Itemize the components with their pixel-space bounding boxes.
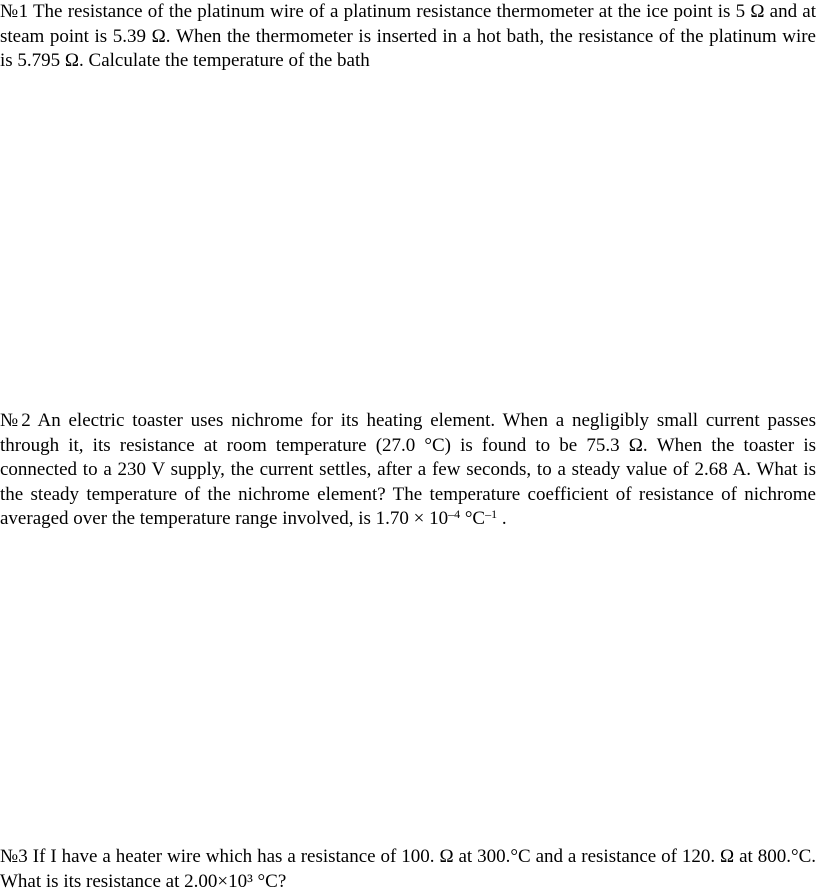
problem-2-number: №2 <box>0 410 31 431</box>
problem-2-unit: °C <box>460 508 486 530</box>
problem-3-number: №3 <box>0 846 28 867</box>
problem-1 <box>0 0 816 74</box>
problem-3 <box>0 845 816 894</box>
problem-2-text: An electric toaster uses nichrome for its heating element. When a negligibly small current passes through it, its resistance at room temperature (27.0 °C) is found to be 75.3 Ω. When the toaster is connected to a 230 V supply, the current settles, after a few seconds, to a steady value of 2.68 A. What is the steady temperature of the nichrome element? The temperature coefficient of resistance of nichrome averaged over the temperature range involved, is 1.70 × 10 <box>0 410 816 530</box>
problem-2-unit-exponent: –1 <box>485 507 498 522</box>
problem-1-number: №1 <box>0 1 29 22</box>
problem-2-exponent: –4 <box>448 507 461 522</box>
problem-2-end: . <box>497 508 507 530</box>
problem-2 <box>0 409 816 532</box>
problem-3-text: If I have a heater wire which has a resistance of 100. Ω at 300.°C and a resistance of 120. Ω at 800.°C. What is its resistance at 2.00×10³ °C? <box>0 846 816 892</box>
problem-1-text: The resistance of the platinum wire of a platinum resistance thermometer at the ice point is 5 Ω and at steam point is 5.39 Ω. When the thermometer is inserted in a hot bath, the resistance of the platinum wire is 5.795 Ω. Calculate the temperature of the bath <box>0 1 816 72</box>
